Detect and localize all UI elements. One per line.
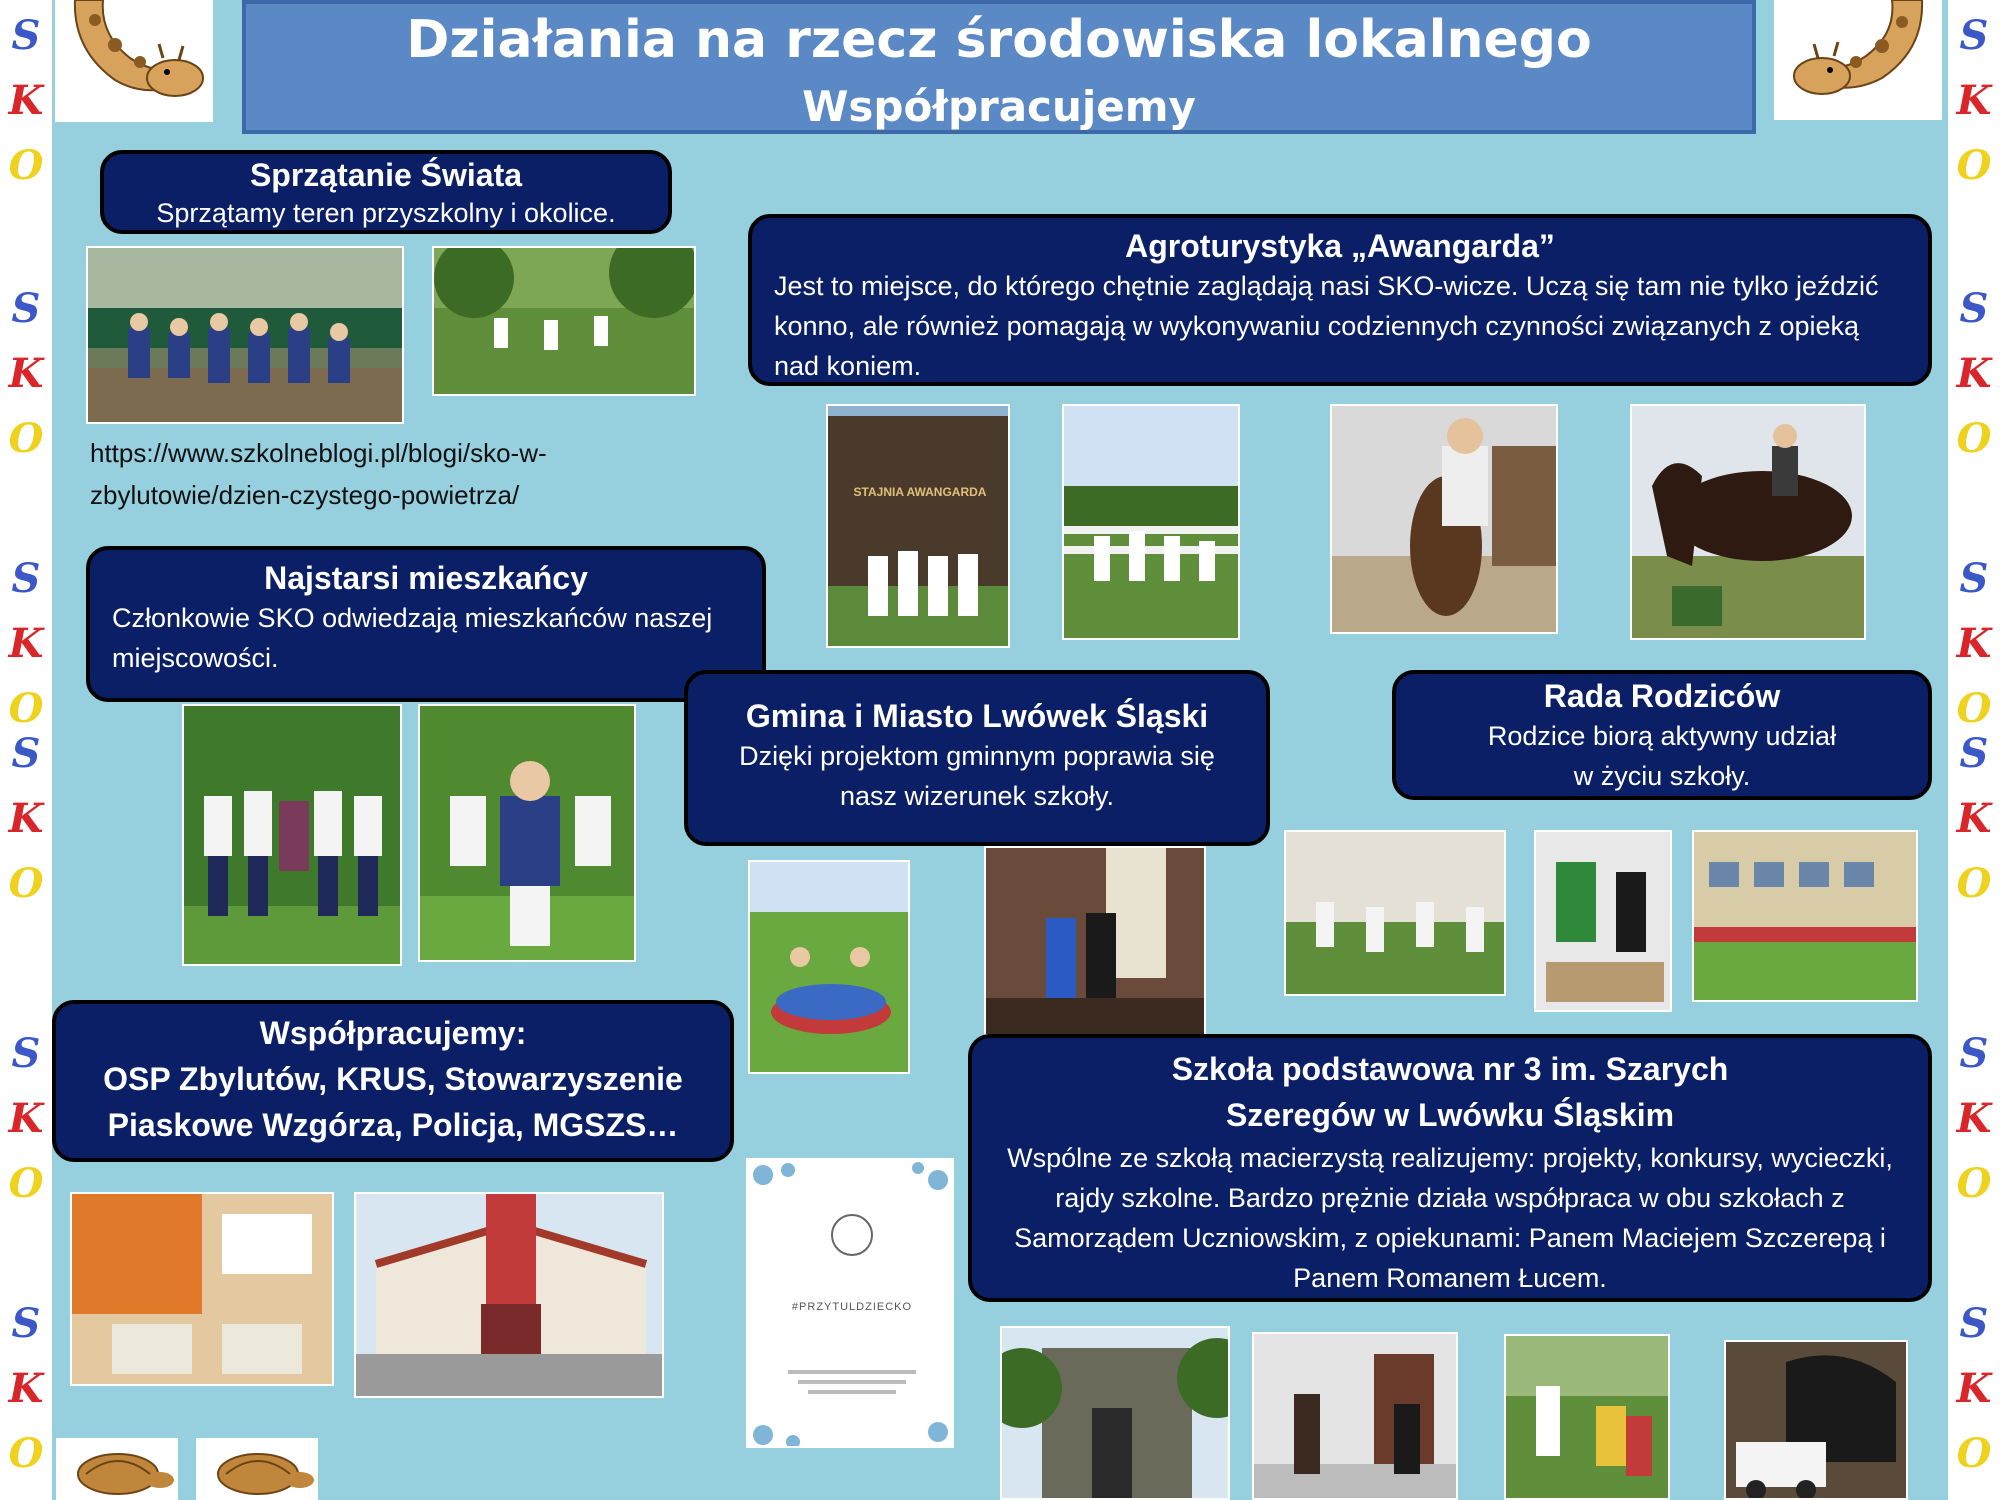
hashtag-text: #PRZYTULDZIECKO: [791, 1301, 913, 1313]
wspolpraca-panel: [52, 1000, 734, 1162]
sko-letter-k: K: [8, 1365, 44, 1412]
wspolpraca-title: Współpracujemy:: [259, 1015, 527, 1051]
armadillo-image-left: [56, 1438, 178, 1500]
photo-museum-visit: [984, 846, 1206, 1036]
photo-classroom-krus: [70, 1192, 334, 1386]
sko-letter-o: O: [1956, 415, 1992, 462]
sko-letter-o: O: [8, 415, 44, 462]
rada-panel: [1392, 670, 1932, 800]
najstarsi-text: Członkowie SKO odwiedzają mieszkańców naszej miejscowości.: [112, 603, 713, 673]
gmina-text: Dzięki projektom gminnym poprawia się nasz wizerunek szkoły.: [739, 741, 1215, 811]
najstarsi-panel: [86, 546, 766, 702]
stable-sign-text: STAJNIA AWANGARDA: [853, 485, 987, 499]
sko-letter-o: O: [8, 860, 44, 907]
sko-letter-k: K: [8, 350, 44, 397]
giraffe-image-left: [55, 0, 213, 122]
sko-letter-o: O: [8, 142, 44, 189]
sko-letter-s: S: [11, 730, 41, 777]
photo-outdoor-activity: [1504, 1334, 1670, 1500]
agroturystyka-panel: [748, 214, 1932, 386]
armadillo-image-right: [196, 1438, 318, 1500]
photo-castle-ruins: [1000, 1326, 1230, 1500]
photo-carousel: [748, 860, 910, 1074]
photo-parents-event: [1284, 830, 1506, 996]
photo-school-yard: [1692, 830, 1918, 1002]
sko-letter-s: S: [1959, 1030, 1989, 1077]
sko-letter-s: S: [11, 12, 41, 59]
giraffe-image-right: [1774, 0, 1942, 120]
cleanup-blog-link[interactable]: https://www.szkolneblogi.pl/blogi/sko-w-zbylutowie/dzien-czystego-powietrza/: [90, 438, 547, 510]
hashtag-certificate: [746, 1158, 954, 1448]
sko-letter-s: S: [11, 1300, 41, 1347]
photo-seniors-group: [182, 704, 402, 966]
page-subtitle: Współpracujemy: [802, 82, 1196, 131]
sprzatanie-title: Sprzątanie Świata: [249, 157, 523, 193]
sko-letter-k: K: [1956, 620, 1992, 667]
page-title: Działania na rzecz środowiska lokalnego: [406, 10, 1592, 70]
sko-letter-o: O: [1956, 685, 1992, 732]
sko-letter-s: S: [11, 1030, 41, 1077]
photo-cleanup-group: [86, 246, 404, 424]
sko-letter-s: S: [1959, 285, 1989, 332]
sko-letter-k: K: [8, 1095, 44, 1142]
photo-fire-station: [354, 1192, 664, 1398]
agroturystyka-text: Jest to miejsce, do którego chętnie zaglądają nasi SKO-wicze. Uczą się tam nie tylko jeździć konno, ale również pomagają w wykonywaniu codziennych czynności związanych z opieką nad koniem.: [774, 271, 1879, 381]
szkola-panel: [968, 1034, 1932, 1302]
agroturystyka-title: Agroturystyka „Awangarda”: [1125, 228, 1555, 264]
sko-letter-s: S: [1959, 1300, 1989, 1347]
gmina-panel: [684, 670, 1270, 846]
sko-letter-s: S: [1959, 730, 1989, 777]
sko-letter-o: O: [8, 685, 44, 732]
sko-letter-s: S: [11, 285, 41, 332]
sprzatanie-text: Sprzątamy teren przyszkolny i okolice.: [156, 198, 616, 228]
sko-letter-o: O: [8, 1160, 44, 1207]
photo-school-donations: [1252, 1332, 1458, 1500]
sko-letter-k: K: [1956, 350, 1992, 397]
sko-letter-k: K: [1956, 1095, 1992, 1142]
gmina-title: Gmina i Miasto Lwówek Śląski: [745, 698, 1209, 734]
sko-letter-k: K: [8, 620, 44, 667]
sko-letter-k: K: [8, 795, 44, 842]
szkola-text: Wspólne ze szkołą macierzystą realizujemy: projekty, konkursy, wycieczki, rajdy szkolne. Bardzo prężnie działa współpraca w obu szkołach z Samorządem Uczniowskim, z opiekunami: Panem Maciejem Szczerepą i Panem Romanem Łucem.: [1007, 1143, 1893, 1293]
rada-title: Rada Rodziców: [1543, 678, 1781, 714]
szkola-title: Szkoła podstawowa nr 3 im. Szarych Szeregów w Lwówku Śląskim: [1171, 1051, 1729, 1133]
photo-tunnel-car: [1724, 1340, 1908, 1500]
sko-letter-k: K: [1956, 77, 1992, 124]
photo-stable-sign: [826, 404, 1010, 648]
photo-boy-on-horse: [1630, 404, 1866, 640]
sko-letter-k: K: [1956, 795, 1992, 842]
sprzatanie-panel: [100, 150, 672, 234]
sko-letter-o: O: [1956, 1430, 1992, 1477]
header-banner: [242, 0, 1756, 134]
sko-letter-o: O: [1956, 1160, 1992, 1207]
sko-letter-s: S: [11, 555, 41, 602]
sko-letter-o: O: [1956, 860, 1992, 907]
sko-letter-s: S: [1959, 12, 1989, 59]
rada-text: Rodzice biorą aktywny udział w życiu szkoły.: [1487, 721, 1837, 791]
photo-senior-with-kids: [418, 704, 636, 962]
photo-fence-kids: [1062, 404, 1240, 640]
najstarsi-title: Najstarsi mieszkańcy: [264, 560, 588, 596]
sko-letter-s: S: [1959, 555, 1989, 602]
photo-baking-activity: [1534, 830, 1672, 1012]
sko-letter-k: K: [1956, 1365, 1992, 1412]
photo-cleanup-field: [432, 246, 696, 396]
sko-letter-k: K: [8, 77, 44, 124]
sko-letter-o: O: [1956, 142, 1992, 189]
sko-letter-o: O: [8, 1430, 44, 1477]
wspolpraca-text: OSP Zbylutów, KRUS, Stowarzyszenie Piaskowe Wzgórza, Policja, MGSZS…: [103, 1061, 683, 1143]
photo-girl-on-horse: [1330, 404, 1558, 634]
